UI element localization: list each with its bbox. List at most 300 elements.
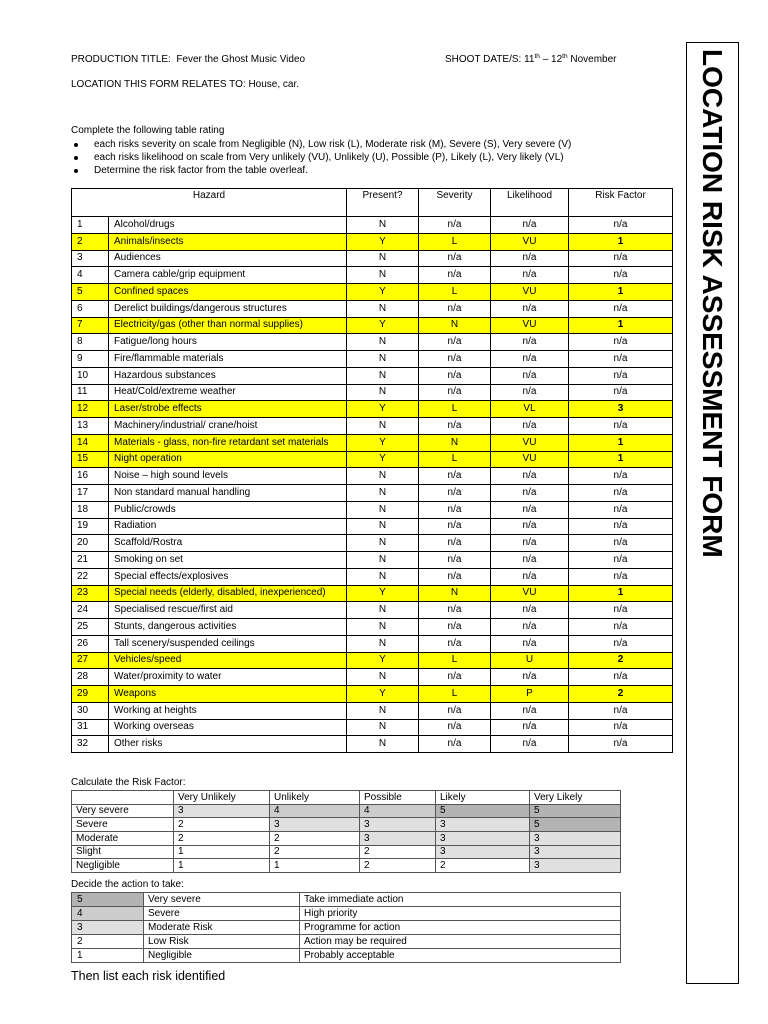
hazard-row: [72, 468, 673, 485]
present-cell: N: [347, 418, 419, 435]
risk-factor-cell: n/a: [569, 518, 673, 535]
instruction-text: Determine the risk factor from the table overleaf.: [94, 165, 308, 176]
action-factor: 3: [72, 921, 144, 935]
likelihood-cell: n/a: [491, 250, 569, 267]
risk-factor-cell: 1: [569, 434, 673, 451]
severity-label: Severe: [72, 818, 174, 832]
likelihood-cell: VU: [491, 434, 569, 451]
action-factor: 2: [72, 935, 144, 949]
hazard-name: Night operation: [109, 451, 347, 468]
present-cell: Y: [347, 284, 419, 301]
risk-factor-cell: 3: [569, 401, 673, 418]
severity-cell: n/a: [419, 217, 491, 234]
hazard-row: [72, 451, 673, 468]
hazard-number: 9: [72, 351, 109, 368]
severity-cell: n/a: [419, 334, 491, 351]
severity-header: Severity: [419, 189, 491, 217]
severity-cell: n/a: [419, 568, 491, 585]
likelihood-column-header: Possible: [360, 791, 436, 805]
location-line: [71, 79, 299, 91]
hazard-row: [72, 686, 673, 703]
hazard-row: [72, 485, 673, 502]
bullet-icon: [74, 169, 78, 173]
risk-factor-value: 4: [270, 804, 360, 818]
hazard-row: [72, 401, 673, 418]
severity-label: Negligible: [72, 859, 174, 873]
matrix-corner-cell: [72, 791, 174, 805]
present-cell: Y: [347, 451, 419, 468]
shoot-dates-line: [445, 54, 617, 66]
likelihood-cell: n/a: [491, 568, 569, 585]
severity-cell: n/a: [419, 619, 491, 636]
hazard-name: Tall scenery/suspended ceilings: [109, 635, 347, 652]
matrix-row: [72, 804, 621, 818]
shoot-start-day: 11: [524, 54, 535, 65]
hazard-row: [72, 250, 673, 267]
risk-factor-value: 5: [436, 804, 530, 818]
hazard-number: 17: [72, 485, 109, 502]
risk-factor-value: 3: [360, 818, 436, 832]
risk-factor-cell: 1: [569, 585, 673, 602]
form-title: LOCATION RISK ASSESSMENT FORM: [697, 49, 728, 558]
hazard-row: [72, 317, 673, 334]
matrix-row: [72, 845, 621, 859]
risk-factor-cell: n/a: [569, 619, 673, 636]
present-cell: N: [347, 351, 419, 368]
hazard-number: 13: [72, 418, 109, 435]
hazard-name: Electricity/gas (other than normal supplies): [109, 317, 347, 334]
hazard-name: Vehicles/speed: [109, 652, 347, 669]
severity-cell: L: [419, 686, 491, 703]
present-cell: N: [347, 568, 419, 585]
present-cell: Y: [347, 652, 419, 669]
hazard-number: 31: [72, 719, 109, 736]
action-row: [72, 949, 621, 963]
hazard-number: 18: [72, 501, 109, 518]
likelihood-cell: n/a: [491, 719, 569, 736]
present-cell: N: [347, 619, 419, 636]
likelihood-cell: P: [491, 686, 569, 703]
hazard-name: Camera cable/grip equipment: [109, 267, 347, 284]
risk-factor-value: 3: [436, 845, 530, 859]
risk-factor-value: 1: [174, 845, 270, 859]
severity-cell: n/a: [419, 702, 491, 719]
likelihood-cell: n/a: [491, 267, 569, 284]
severity-cell: N: [419, 585, 491, 602]
severity-cell: L: [419, 401, 491, 418]
hazard-name: Laser/strobe effects: [109, 401, 347, 418]
severity-cell: n/a: [419, 367, 491, 384]
hazard-row: [72, 602, 673, 619]
hazard-number: 27: [72, 652, 109, 669]
severity-cell: n/a: [419, 736, 491, 753]
risk-factor-cell: n/a: [569, 736, 673, 753]
hazard-row: [72, 300, 673, 317]
severity-cell: n/a: [419, 485, 491, 502]
risk-factor-cell: n/a: [569, 267, 673, 284]
hazard-number: 15: [72, 451, 109, 468]
production-title-value: Fever the Ghost Music Video: [176, 54, 306, 65]
hazard-row: [72, 284, 673, 301]
hazard-number: 4: [72, 267, 109, 284]
likelihood-cell: n/a: [491, 217, 569, 234]
hazard-row: [72, 619, 673, 636]
instruction-text: each risks severity on scale from Negligible (N), Low risk (L), Moderate risk (M), Severe (S), Very severe (V): [94, 139, 572, 150]
risk-factor-cell: n/a: [569, 535, 673, 552]
risk-factor-cell: n/a: [569, 719, 673, 736]
risk-factor-value: 3: [436, 818, 530, 832]
risk-factor-cell: n/a: [569, 250, 673, 267]
hazard-number: 28: [72, 669, 109, 686]
hazard-name: Derelict buildings/dangerous structures: [109, 300, 347, 317]
risk-factor-value: 1: [174, 859, 270, 873]
matrix-header-row: [72, 791, 621, 805]
likelihood-cell: n/a: [491, 552, 569, 569]
action-row: [72, 935, 621, 949]
risk-factor-cell: n/a: [569, 418, 673, 435]
present-cell: N: [347, 300, 419, 317]
hazard-number: 21: [72, 552, 109, 569]
likelihood-cell: VU: [491, 284, 569, 301]
risk-factor-value: 3: [270, 818, 360, 832]
action-factor: 4: [72, 907, 144, 921]
risk-factor-value: 5: [530, 818, 621, 832]
hazard-name: Hazardous substances: [109, 367, 347, 384]
risk-factor-cell: 2: [569, 652, 673, 669]
action-row: [72, 921, 621, 935]
hazard-row: [72, 518, 673, 535]
hazard-number: 8: [72, 334, 109, 351]
risk-factor-value: 2: [174, 831, 270, 845]
risk-factor-cell: n/a: [569, 669, 673, 686]
present-header: Present?: [347, 189, 419, 217]
hazard-number: 32: [72, 736, 109, 753]
severity-cell: L: [419, 451, 491, 468]
present-cell: Y: [347, 585, 419, 602]
location-value: House, car.: [248, 79, 300, 90]
severity-label: Slight: [72, 845, 174, 859]
severity-cell: n/a: [419, 501, 491, 518]
present-cell: N: [347, 736, 419, 753]
hazard-number: 23: [72, 585, 109, 602]
hazard-row: [72, 334, 673, 351]
shoot-end-day: 12: [551, 54, 563, 65]
footer-text: Then list each risk identified: [71, 969, 226, 983]
hazard-number: 26: [72, 635, 109, 652]
hazard-row: [72, 535, 673, 552]
bullet-icon: [74, 143, 78, 147]
hazard-row: [72, 501, 673, 518]
risk-factor-cell: n/a: [569, 300, 673, 317]
risk-factor-cell: 2: [569, 686, 673, 703]
hazard-row: [72, 702, 673, 719]
hazard-name: Noise – high sound levels: [109, 468, 347, 485]
likelihood-cell: n/a: [491, 384, 569, 401]
likelihood-cell: VL: [491, 401, 569, 418]
likelihood-cell: U: [491, 652, 569, 669]
hazard-number: 19: [72, 518, 109, 535]
hazard-name: Alcohol/drugs: [109, 217, 347, 234]
hazard-name: Working overseas: [109, 719, 347, 736]
action-text: High priority: [300, 907, 621, 921]
action-severity: Negligible: [144, 949, 300, 963]
present-cell: N: [347, 669, 419, 686]
risk-factor-header: Risk Factor: [569, 189, 673, 217]
hazard-name: Materials - glass, non-fire retardant set materials: [109, 434, 347, 451]
present-cell: N: [347, 250, 419, 267]
hazard-row: [72, 367, 673, 384]
shoot-dates-label: SHOOT DATE/S:: [445, 54, 522, 65]
present-cell: N: [347, 635, 419, 652]
action-factor: 1: [72, 949, 144, 963]
severity-label: Very severe: [72, 804, 174, 818]
risk-factor-value: 2: [436, 859, 530, 873]
hazard-row: [72, 351, 673, 368]
severity-cell: n/a: [419, 468, 491, 485]
hazard-row: [72, 552, 673, 569]
hazard-number: 12: [72, 401, 109, 418]
hazard-table: [71, 188, 673, 753]
hazard-row: [72, 736, 673, 753]
hazard-header-row: [72, 189, 673, 217]
risk-factor-cell: n/a: [569, 568, 673, 585]
action-severity: Low Risk: [144, 935, 300, 949]
present-cell: N: [347, 267, 419, 284]
likelihood-cell: n/a: [491, 635, 569, 652]
risk-factor-cell: n/a: [569, 702, 673, 719]
present-cell: N: [347, 518, 419, 535]
present-cell: N: [347, 468, 419, 485]
hazard-row: [72, 669, 673, 686]
likelihood-cell: n/a: [491, 501, 569, 518]
likelihood-cell: n/a: [491, 300, 569, 317]
risk-factor-cell: 1: [569, 451, 673, 468]
present-cell: Y: [347, 434, 419, 451]
hazard-name: Special needs (elderly, disabled, inexperienced): [109, 585, 347, 602]
risk-factor-cell: 1: [569, 233, 673, 250]
hazard-row: [72, 585, 673, 602]
hazard-row: [72, 384, 673, 401]
risk-factor-cell: 1: [569, 284, 673, 301]
action-row: [72, 893, 621, 907]
severity-cell: n/a: [419, 518, 491, 535]
risk-matrix-caption: Calculate the Risk Factor:: [71, 777, 186, 788]
severity-label: Moderate: [72, 831, 174, 845]
likelihood-cell: n/a: [491, 418, 569, 435]
location-label: LOCATION THIS FORM RELATES TO:: [71, 79, 246, 90]
matrix-row: [72, 859, 621, 873]
hazard-number: 6: [72, 300, 109, 317]
present-cell: N: [347, 334, 419, 351]
risk-factor-value: 2: [270, 831, 360, 845]
present-cell: N: [347, 552, 419, 569]
risk-matrix-body: [72, 791, 621, 873]
shoot-end-suffix: th: [562, 53, 568, 60]
production-title-line: [71, 54, 305, 66]
hazard-name: Heat/Cold/extreme weather: [109, 384, 347, 401]
action-table: [71, 892, 621, 963]
hazard-name: Non standard manual handling: [109, 485, 347, 502]
hazard-number: 7: [72, 317, 109, 334]
hazard-row: [72, 635, 673, 652]
form-title-box: [686, 42, 739, 984]
action-severity: Moderate Risk: [144, 921, 300, 935]
risk-factor-cell: 1: [569, 317, 673, 334]
instruction-bullet: [71, 138, 571, 151]
hazard-row: [72, 233, 673, 250]
hazard-name: Working at heights: [109, 702, 347, 719]
action-text: Take immediate action: [300, 893, 621, 907]
hazard-row: [72, 434, 673, 451]
hazard-name: Weapons: [109, 686, 347, 703]
hazard-number: 14: [72, 434, 109, 451]
present-cell: N: [347, 485, 419, 502]
present-cell: Y: [347, 317, 419, 334]
risk-factor-cell: n/a: [569, 602, 673, 619]
risk-factor-cell: n/a: [569, 485, 673, 502]
instruction-bullet: [71, 151, 571, 164]
hazard-name: Radiation: [109, 518, 347, 535]
risk-factor-cell: n/a: [569, 334, 673, 351]
severity-cell: n/a: [419, 552, 491, 569]
severity-cell: n/a: [419, 602, 491, 619]
likelihood-cell: n/a: [491, 619, 569, 636]
hazard-table-body: [72, 217, 673, 753]
action-factor: 5: [72, 893, 144, 907]
production-title-label: PRODUCTION TITLE:: [71, 54, 171, 65]
likelihood-column-header: Very Unlikely: [174, 791, 270, 805]
risk-factor-cell: n/a: [569, 367, 673, 384]
action-severity: Very severe: [144, 893, 300, 907]
present-cell: N: [347, 501, 419, 518]
hazard-number: 30: [72, 702, 109, 719]
likelihood-column-header: Unlikely: [270, 791, 360, 805]
severity-cell: n/a: [419, 250, 491, 267]
hazard-name: Specialised rescue/first aid: [109, 602, 347, 619]
risk-factor-cell: n/a: [569, 552, 673, 569]
severity-cell: N: [419, 434, 491, 451]
risk-factor-value: 3: [530, 859, 621, 873]
hazard-row: [72, 652, 673, 669]
risk-factor-value: 2: [360, 845, 436, 859]
severity-cell: n/a: [419, 719, 491, 736]
shoot-dates-separator: –: [542, 54, 549, 65]
risk-factor-value: 3: [436, 831, 530, 845]
action-table-body: [72, 893, 621, 963]
severity-cell: L: [419, 233, 491, 250]
action-table-caption: Decide the action to take:: [71, 879, 184, 890]
risk-factor-value: 1: [270, 859, 360, 873]
hazard-name: Fire/flammable materials: [109, 351, 347, 368]
likelihood-cell: n/a: [491, 468, 569, 485]
likelihood-cell: n/a: [491, 351, 569, 368]
present-cell: N: [347, 702, 419, 719]
risk-factor-cell: n/a: [569, 217, 673, 234]
severity-cell: n/a: [419, 535, 491, 552]
severity-cell: n/a: [419, 351, 491, 368]
likelihood-cell: VU: [491, 585, 569, 602]
risk-factor-value: 4: [360, 804, 436, 818]
hazard-number: 2: [72, 233, 109, 250]
hazard-row: [72, 719, 673, 736]
matrix-row: [72, 831, 621, 845]
present-cell: N: [347, 217, 419, 234]
hazard-number: 16: [72, 468, 109, 485]
risk-matrix-table: [71, 790, 621, 873]
hazard-header: Hazard: [72, 189, 347, 217]
likelihood-column-header: Likely: [436, 791, 530, 805]
risk-factor-cell: n/a: [569, 384, 673, 401]
action-row: [72, 907, 621, 921]
hazard-row: [72, 418, 673, 435]
present-cell: Y: [347, 233, 419, 250]
likelihood-cell: n/a: [491, 334, 569, 351]
risk-factor-value: 3: [530, 845, 621, 859]
severity-cell: L: [419, 652, 491, 669]
severity-cell: n/a: [419, 267, 491, 284]
likelihood-cell: n/a: [491, 702, 569, 719]
hazard-name: Special effects/explosives: [109, 568, 347, 585]
risk-factor-value: 3: [530, 831, 621, 845]
bullet-icon: [74, 156, 78, 160]
hazard-number: 1: [72, 217, 109, 234]
hazard-name: Other risks: [109, 736, 347, 753]
likelihood-cell: n/a: [491, 602, 569, 619]
severity-cell: n/a: [419, 418, 491, 435]
present-cell: N: [347, 602, 419, 619]
risk-factor-value: 2: [270, 845, 360, 859]
severity-cell: N: [419, 317, 491, 334]
hazard-name: Water/proximity to water: [109, 669, 347, 686]
risk-factor-cell: n/a: [569, 468, 673, 485]
hazard-number: 10: [72, 367, 109, 384]
hazard-name: Fatigue/long hours: [109, 334, 347, 351]
present-cell: N: [347, 535, 419, 552]
hazard-number: 24: [72, 602, 109, 619]
hazard-number: 20: [72, 535, 109, 552]
likelihood-cell: VU: [491, 233, 569, 250]
risk-factor-cell: n/a: [569, 351, 673, 368]
hazard-number: 11: [72, 384, 109, 401]
severity-cell: n/a: [419, 384, 491, 401]
likelihood-cell: n/a: [491, 485, 569, 502]
instructions-intro: Complete the following table rating: [71, 125, 225, 136]
severity-cell: n/a: [419, 669, 491, 686]
hazard-number: 3: [72, 250, 109, 267]
likelihood-cell: n/a: [491, 518, 569, 535]
severity-cell: n/a: [419, 300, 491, 317]
severity-cell: n/a: [419, 635, 491, 652]
hazard-number: 22: [72, 568, 109, 585]
risk-factor-cell: n/a: [569, 501, 673, 518]
shoot-month: November: [570, 54, 617, 65]
instruction-bullet: [71, 164, 571, 177]
hazard-row: [72, 568, 673, 585]
hazard-name: Confined spaces: [109, 284, 347, 301]
present-cell: Y: [347, 401, 419, 418]
risk-factor-value: 3: [174, 804, 270, 818]
hazard-name: Animals/insects: [109, 233, 347, 250]
instructions-list: [71, 138, 571, 177]
action-severity: Severe: [144, 907, 300, 921]
likelihood-cell: VU: [491, 451, 569, 468]
likelihood-column-header: Very Likely: [530, 791, 621, 805]
instruction-text: each risks likelihood on scale from Very unlikely (VU), Unlikely (U), Possible (P), Likely (L), Very likely (VL): [94, 152, 564, 163]
present-cell: N: [347, 719, 419, 736]
present-cell: N: [347, 384, 419, 401]
likelihood-cell: n/a: [491, 367, 569, 384]
risk-factor-value: 2: [360, 859, 436, 873]
